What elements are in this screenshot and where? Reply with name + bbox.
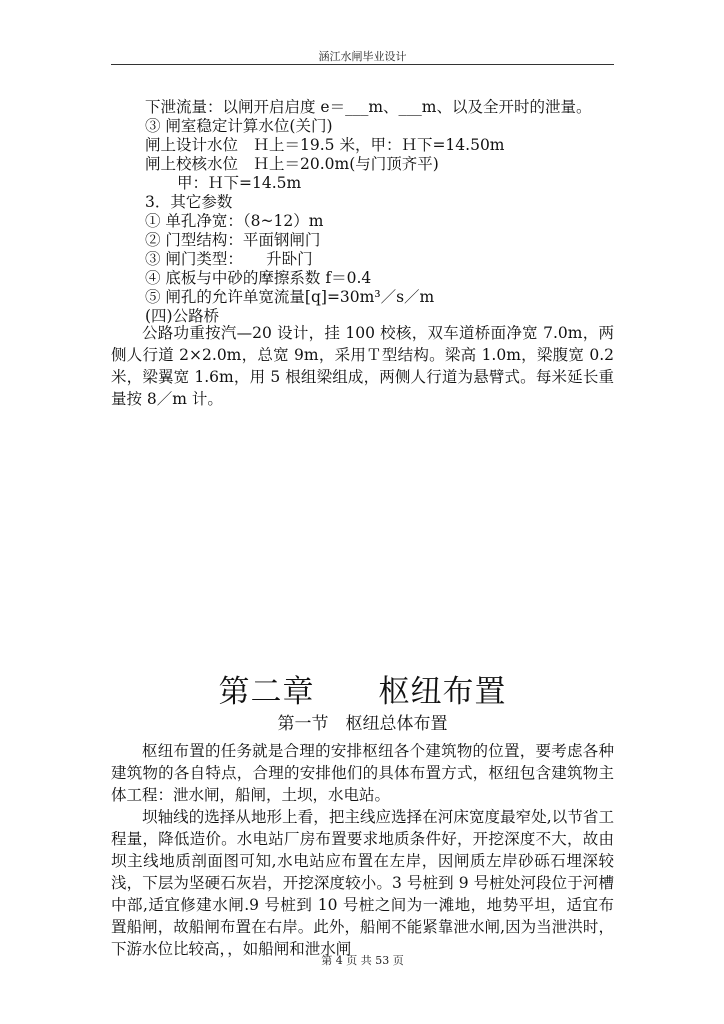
- text-line: 下泄流量：以闸开启启度 e＝___m、___m、以及全开时的泄量。: [145, 98, 592, 116]
- text-line: 3．其它参数: [145, 193, 233, 211]
- paragraph: 公路功重按汽—20 设计，挂 100 校核，双车道桥面净宽 7.0m，两侧人行道 2×2.0m，总宽 9m，采用Ｔ型结构。梁高 1.0m，梁腹宽 0.2 米，梁翼宽 1.6m，用 5 根组梁组成，两侧人行道为悬臂式。每米延长重量按 8／m 计。: [111, 324, 614, 408]
- text-line: 闸上设计水位 Ｈ上＝19.5 米，甲：Ｈ下=14.50m: [145, 136, 505, 154]
- bridge-paragraph: [111, 322, 614, 410]
- text-line: (四)公路桥: [145, 307, 220, 325]
- section-title: 第一节 枢纽总体布置: [277, 714, 448, 734]
- paragraph: 坝轴线的选择从地形上看，把主线应选择在河床宽度最窄处,以节省工程量，降低造价。水电站厂房布置要求地质条件好，开挖深度不大，故由坝主线地质剖面图可知,水电站应布置在左岸，因闸质左岸砂砾石埋深较浅，下层为坚硬石灰岩，开挖深度较小。3 号桩到 9 号桩处河段位于河槽中部,适宜修建水闸.9 号桩到 10 号桩之间为一滩地，地势平坦，适宜布置船闸，故船闸布置在右岸。此外，船闸不能紧靠泄水闸,因为当泄洪时，下游水位比较高，，如船闸和泄水闸: [111, 808, 614, 958]
- chapter-title: 第二章 枢纽布置: [218, 674, 507, 710]
- header-rule: [111, 64, 614, 65]
- text-line: ① 单孔净宽：（8~12）m: [145, 212, 324, 230]
- text-line: 闸上校核水位 Ｈ上＝20.0m(与门顶齐平): [145, 155, 439, 173]
- paragraph: 枢纽布置的任务就是合理的安排枢纽各个建筑物的位置，要考虑各种建筑物的各自特点，合理的安排他们的具体布置方式，枢纽包含建筑物主体工程：泄水闸，船闸，土坝，水电站。: [111, 742, 614, 804]
- page-header: 涵江水闸毕业设计: [318, 50, 407, 63]
- text-line: ⑤ 闸孔的允许单宽流量[q]=30m³／s／m: [145, 288, 435, 306]
- text-line: ④ 底板与中砂的摩擦系数 f＝0.4: [145, 269, 372, 287]
- text-line: ② 门型结构：平面钢闸门: [145, 231, 321, 249]
- text-line: ③ 闸门类型： 升卧门: [145, 250, 313, 268]
- text-line: ③ 闸室稳定计算水位(关门): [145, 117, 333, 135]
- text-line: 甲：Ｈ下=14.5m: [177, 174, 302, 192]
- page-footer: 第 4 页 共 53 页: [321, 954, 404, 967]
- body-text: [111, 740, 614, 960]
